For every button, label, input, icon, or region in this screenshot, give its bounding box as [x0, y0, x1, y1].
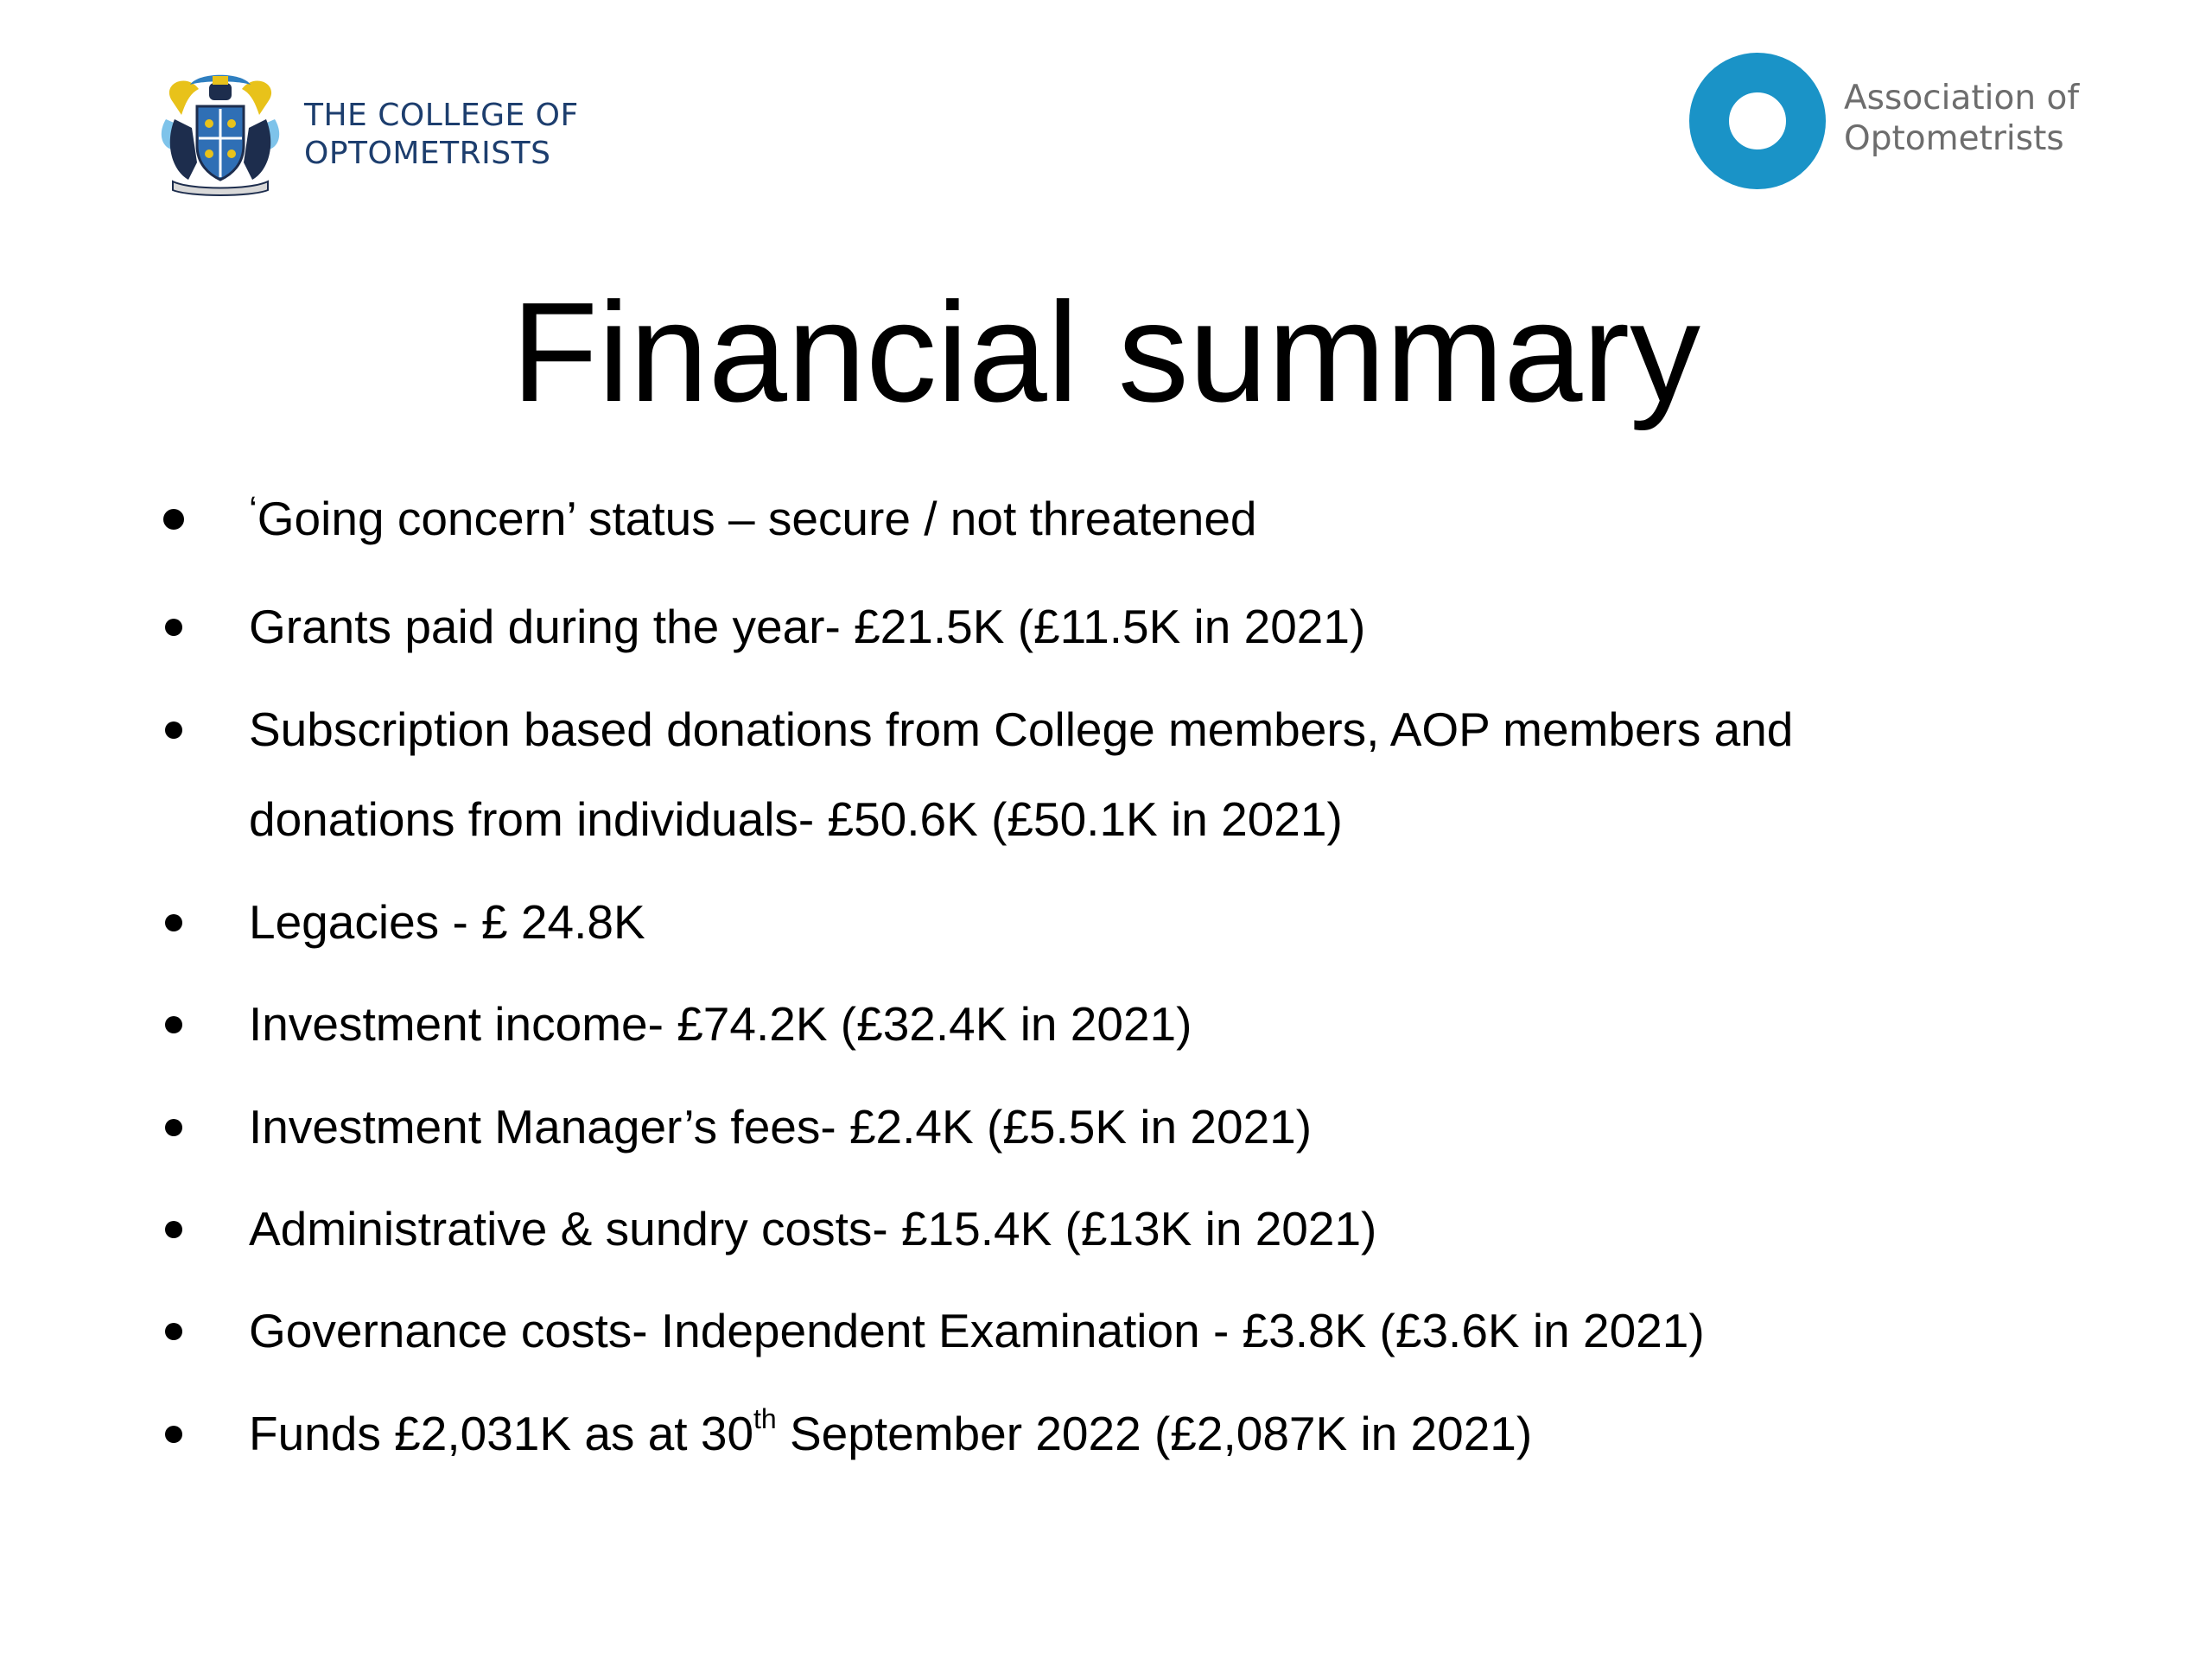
list-item-text: Administrative & sundry costs- £15.4K (£13K in 2021) — [249, 1202, 1377, 1255]
list-item-text: Investment Manager’s fees- £2.4K (£5.5K in 2021) — [249, 1100, 1313, 1154]
list-item-text: Grants paid during the year- £21.5K (£11.5K in 2021) — [249, 600, 1366, 653]
funds-text-before: Funds £2,031K as at 30 — [249, 1407, 754, 1460]
bullet-icon — [165, 1221, 182, 1238]
funds-text-after: September 2022 (£2,087K in 2021) — [776, 1407, 1533, 1460]
list-item-text — [249, 1389, 1532, 1478]
slide-title: Financial summary — [511, 273, 1701, 431]
list-item-text — [249, 684, 1793, 864]
bullet-icon — [163, 509, 184, 530]
list-item-text — [249, 474, 1257, 568]
bullet-icon — [165, 721, 182, 739]
bullet-icon — [165, 619, 182, 636]
list-item-text: Governance costs- Independent Examination - £3.8K (£3.6K in 2021) — [249, 1304, 1705, 1357]
going-concern-text: Going concern’ status – secure / not threatened — [257, 492, 1257, 545]
bullet-icon — [165, 914, 182, 931]
college-name-line-2: OPTOMETRISTS — [304, 136, 551, 171]
ordinal-suffix: th — [753, 1402, 777, 1434]
bullet-icon — [165, 1323, 182, 1340]
list-item-line-2: donations from individuals- £50.6K (£50.1K in 2021) — [249, 792, 1343, 846]
list-item-text: Investment income- £74.2K (£32.4K in 2021) — [249, 997, 1192, 1051]
aop-name-line-2: Optometrists — [1844, 119, 2064, 158]
bullet-icon — [165, 1426, 182, 1443]
aop-name-line-1: Association of — [1844, 79, 2080, 118]
college-name-line-1: THE COLLEGE OF — [304, 98, 579, 133]
bullet-icon — [165, 1119, 182, 1136]
bullet-icon — [165, 1016, 182, 1033]
list-item-text: Legacies - £ 24.8K — [249, 895, 645, 949]
opening-quote: ‘ — [249, 489, 257, 531]
list-item-line-1: Subscription based donations from College members, AOP members and — [249, 702, 1794, 756]
